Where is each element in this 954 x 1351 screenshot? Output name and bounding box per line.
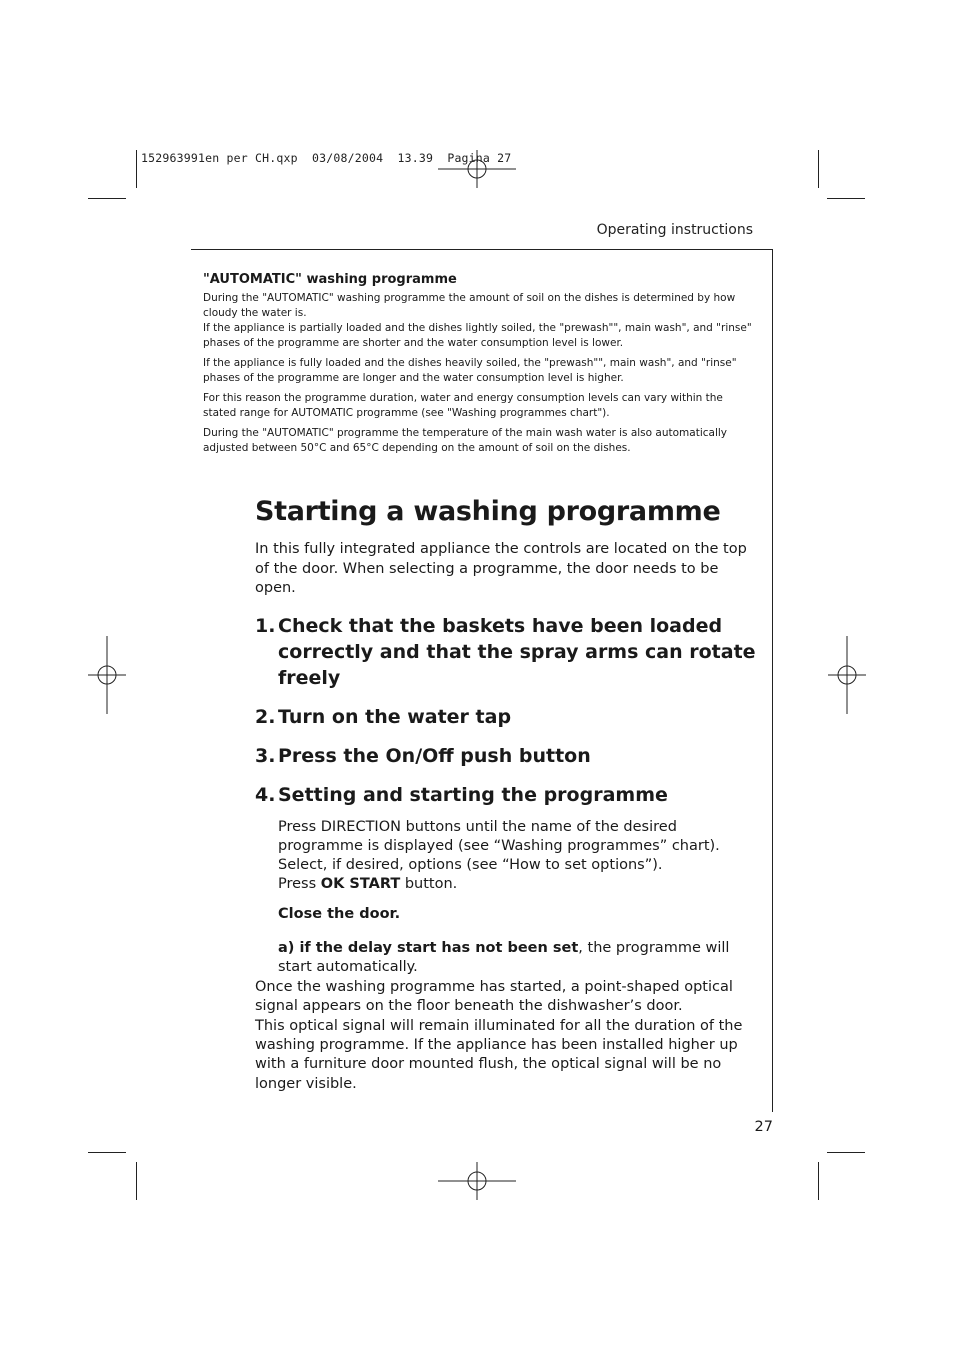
- step-1: [255, 613, 761, 691]
- instruction-text: button.: [400, 876, 458, 893]
- instruction-text: Press: [278, 876, 321, 893]
- automatic-paragraph: If the appliance is fully loaded and the dishes heavily soiled, the "prewash"", main wash", and "rinse" phases of the programme are longer and the water consumption level is higher.: [203, 357, 737, 384]
- automatic-paragraph: During the "AUTOMATIC" programme the temperature of the main wash water is also automatically adjusted between 50°C and 65°C depending on the amount of soil on the dishes.: [203, 427, 727, 454]
- crop-mark: [136, 150, 137, 188]
- crop-mark: [818, 1162, 819, 1200]
- crop-mark: [818, 150, 819, 188]
- page-number: 27: [754, 1119, 773, 1135]
- starting-programme-section: [255, 494, 761, 1094]
- setting-instructions: [278, 818, 761, 895]
- step-3: [255, 743, 761, 769]
- automatic-programme-section: [203, 272, 755, 461]
- ok-start-label: OK START: [320, 876, 401, 893]
- crop-mark: [88, 1152, 126, 1153]
- automatic-paragraph: If the appliance is partially loaded and the dishes lightly soiled, the "prewash"", main wash", and "rinse" phases of the programme are shorter and the water consumption level is lower.: [203, 322, 752, 349]
- registration-mark-icon: [438, 150, 516, 188]
- delay-start-result: , the programme will start automatically.: [278, 939, 730, 976]
- crop-mark: [827, 198, 865, 199]
- step-number: 3.: [255, 744, 276, 767]
- registration-mark-icon: [438, 1162, 516, 1200]
- step-text: Setting and starting the programme: [278, 783, 668, 806]
- optical-signal-paragraph: This optical signal will remain illuminated for all the duration of the washing programme. If the appliance has been installed higher up with a furniture door mounted flush, the optical signal will be no longer visible.: [255, 1017, 743, 1092]
- automatic-paragraph: For this reason the programme duration, water and energy consumption levels can vary within the stated range for AUTOMATIC programme (see "Washing programmes chart").: [203, 392, 723, 419]
- registration-mark-icon: [88, 636, 126, 714]
- print-slug: 152963991en per CH.qxp 03/08/2004 13.39 Pagina 27: [141, 151, 512, 165]
- step-text: Press the On/Off push button: [278, 744, 591, 767]
- page-side-rule: [772, 249, 773, 1112]
- crop-mark: [88, 198, 126, 199]
- step-2: [255, 704, 761, 730]
- section-header: Operating instructions: [596, 222, 753, 238]
- step-4: [255, 782, 761, 808]
- step-text: Check that the baskets have been loaded correctly and that the spray arms can rotate freely: [278, 614, 756, 689]
- automatic-programme-title: "AUTOMATIC" washing programme: [203, 272, 457, 287]
- step-text: Turn on the water tap: [278, 705, 512, 728]
- delay-start-condition: a) if the delay start has not been set: [278, 939, 579, 956]
- step-number: 2.: [255, 705, 276, 728]
- step-number: 4.: [255, 783, 276, 806]
- automatic-paragraph: During the "AUTOMATIC" washing programme the amount of soil on the dishes is determined by how cloudy the water is.: [203, 292, 736, 319]
- page-title: Starting a washing programme: [255, 496, 721, 527]
- instruction-line: Select, if desired, options (see “How to set options”).: [278, 856, 663, 873]
- crop-mark: [827, 1152, 865, 1153]
- close-door-note: Close the door.: [278, 906, 401, 923]
- registration-mark-icon: [828, 636, 866, 714]
- step-number: 1.: [255, 614, 276, 637]
- header-rule: [191, 249, 773, 250]
- instruction-line: Press DIRECTION buttons until the name of the desired programme is displayed (see “Washing programmes” chart).: [278, 818, 720, 854]
- delay-start-note: [278, 939, 761, 978]
- crop-mark: [136, 1162, 137, 1200]
- intro-paragraph: In this fully integrated appliance the controls are located on the top of the door. When selecting a programme, the door needs to be open.: [255, 541, 747, 596]
- optical-signal-paragraph: Once the washing programme has started, a point-shaped optical signal appears on the floor beneath the dishwasher’s door.: [255, 978, 733, 1015]
- instruction-line: [278, 875, 761, 894]
